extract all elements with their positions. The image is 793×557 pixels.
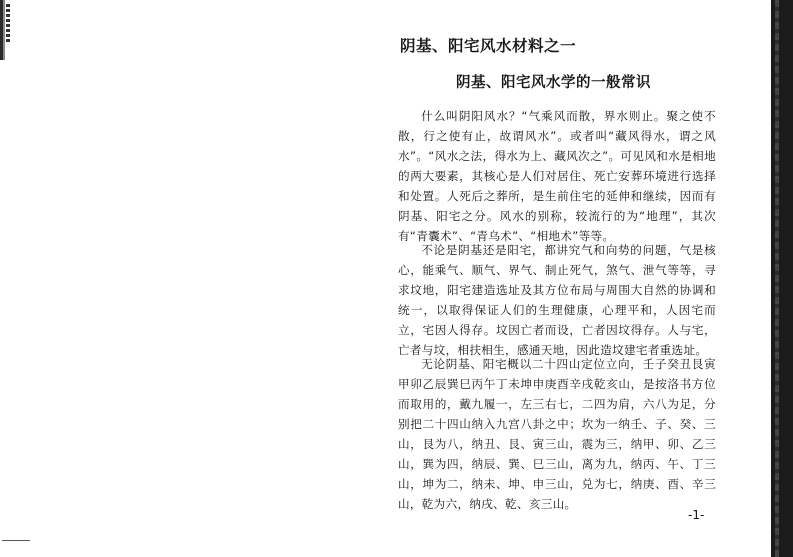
scan-binding-strip (775, 0, 779, 557)
scan-artifact-line (2, 540, 30, 541)
paragraph-3: 无论阴基、阳宅概以二十四山定位立向，壬子癸丑艮寅甲卯乙辰巽巳丙午丁未坤申庚酉辛戌乾亥山，是按洛书方位而取用的，戴九履一，左三右七，二四为肩，六八为足，分别把二十四山纳入九宫八卦之中；坎为一纳壬、子、癸、三山，艮为八，纳丑、艮、寅三山，震为三，纳甲、卯、乙三山，巽为四，纳辰、巽、巳三山，离为九，纳丙、午、丁三山，坤为二，纳未、坤、申三山，兑为七，纳庚、酉、辛三山，乾为六，纳戌、乾、亥三山。 (398, 357, 716, 511)
paragraph-1: 什么叫阴阳风水？“气乘风而散，界水则止。聚之使不散，行之使有止，故谓风水”。或者叫“藏风得水，谓之风水”。“风水之法，得水为上、藏风次之”。可见风和水是相地的两大要素，其核心是人们对居住、死亡安葬环境进行选择和处置。人死后之葬所，是生前住宅的延伸和继续，因而有阴基、阳宅之分。风水的别称，较流行的为“地理”，其次有“青囊术”、“青乌术”、“相地术”等等。 (398, 109, 716, 243)
scan-binding-mark (6, 4, 10, 44)
page-title: 阴基、阳宅风水材料之一 (400, 37, 577, 55)
paragraph-2: 不论是阴基还是阳宅，都讲究气和向势的问题，气是核心，能乘气、顺气、界气、制止死气，煞气、泄气等等，寻求坟地，阳宅建造选址及其方位布局与周围大自然的协调和统一，以取得保证人们的生理健康，心理平和，人因宅而立，宅因人得存。坟因亡者而设，亡者因坟得存。人与宅，亡者与坟，相扶相生，感通天地，因此造坟建宅者重选址。 (398, 243, 716, 357)
page-number: -1- (688, 508, 705, 522)
section-heading: 阴基、阳宅风水学的一般常识 (456, 75, 651, 91)
